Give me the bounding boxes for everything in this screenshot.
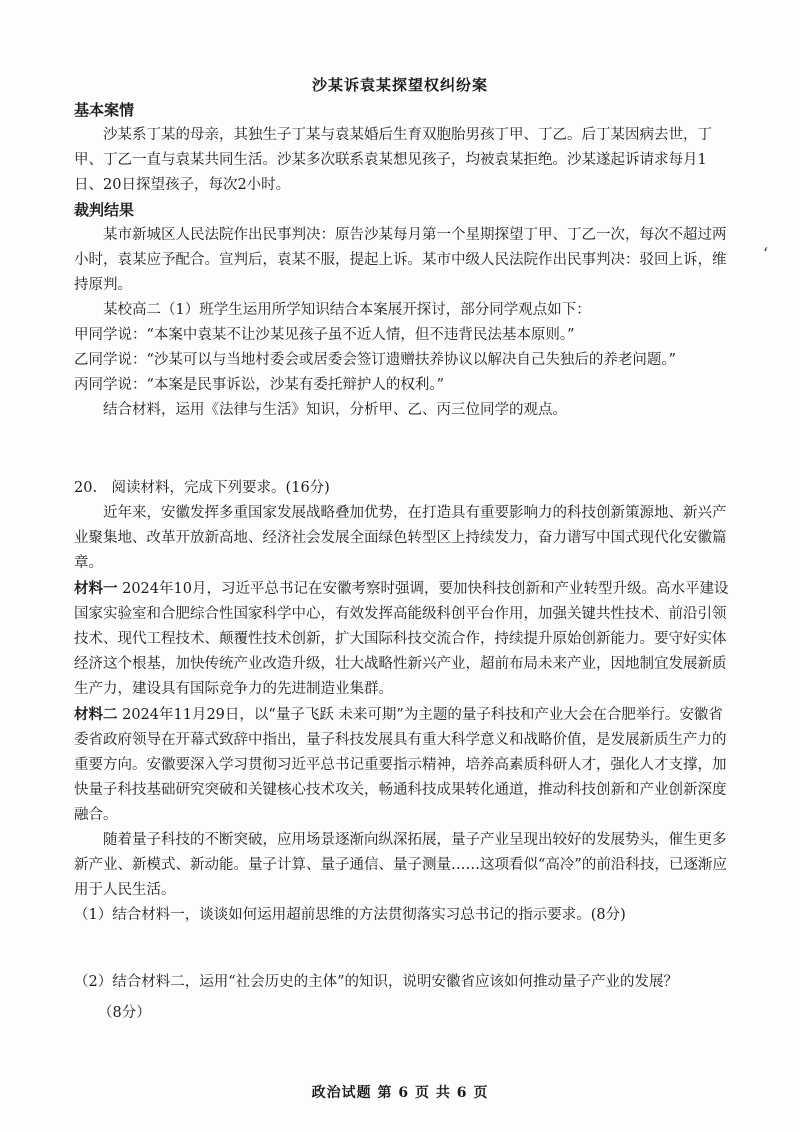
view-jia: 甲同学说：“本案中袁某不让沙某见孩子虽不近人情，但不违背民法基本原则。” [74, 327, 575, 343]
case-title: 沙某诉袁某探望权纠纷案 [311, 76, 488, 94]
material-2-label: 材料二 [74, 706, 118, 723]
case-section [74, 98, 734, 423]
judgment-heading: 裁判结果 [74, 201, 135, 219]
material-1-label: 材料一 [74, 580, 118, 597]
view-bing: 丙同学说：“本案是民事诉讼，沙某有委托辩护人的权利。” [74, 377, 445, 393]
material-2-text: 2024年11月29日，以“量子飞跃 未来可期”为主题的量子科技和产业大会在合肥举行。安徽省委省政府领导在开幕式致辞中指出，量子科技发展具有重大科学意义和战略价值，是发展新质生产力的重要方向。安徽要深入学习贯彻习近平总书记重要指示精神，培养高素质科研人才，强化人才支撑，加快量子科技基础研究突破和关键核心技术攻关，畅通科技成果转化通道，推动科技创新和产业创新深度融合。 [74, 707, 727, 823]
sub-question-2-score: （8分） [98, 1005, 151, 1021]
case-task: 结合材料，运用《法律与生活》知识，分析甲、乙、丙三位同学的观点。 [103, 402, 567, 418]
page-footer: 政治试题 第 6 页 共 6 页 [311, 1085, 489, 1101]
q20-heading: 20. 阅读材料，完成下列要求。(16分) [74, 480, 330, 496]
stray-pen-mark: ‘ [763, 244, 769, 263]
material-2 [74, 702, 734, 828]
question-20-part2 [74, 970, 734, 1026]
material-1 [74, 576, 734, 702]
basic-heading: 基本案情 [74, 101, 135, 119]
q20-intro: 近年来，安徽发挥多重国家发展战略叠加优势，在打造具有重要影响力的科技创新策源地、新兴产业聚集地、改革开放新高地、经济社会发展全面绿色转型区上持续发力，奋力谱写中国式现代化安徽篇章。 [74, 505, 727, 571]
material-2-para2: 随着量子科技的不断突破，应用场景逐渐向纵深拓展，量子产业呈现出较好的发展势头，催生更多新产业、新模式、新动能。量子计算、量子通信、量子测量……这项看似“高冷”的前沿科技，已逐渐应用于人民生活。 [74, 832, 727, 898]
sub-question-2: （2）结合材料二，运用“社会历史的主体”的知识，说明安徽省应该如何推动量子产业的发展？ [74, 974, 679, 990]
judgment-text: 某市新城区人民法院作出民事判决：原告沙某每月第一个星期探望丁甲、丁乙一次，每次不超过两小时，袁某应予配合。宣判后，袁某不服，提起上诉。某市中级人民法院作出民事判决：驳回上诉，维持原判。 [74, 227, 727, 293]
sub-question-1: （1）结合材料一，谈谈如何运用超前思维的方法贯彻落实习总书记的指示要求。(8分) [74, 907, 626, 923]
discussion-intro: 某校高二（1）班学生运用所学知识结合本案展开探讨，部分同学观点如下： [103, 302, 591, 318]
basic-text: 沙某系丁某的母亲，其独生子丁某与袁某婚后生育双胞胎男孩丁甲、丁乙。后丁某因病去世，丁甲、丁乙一直与袁某共同生活。沙某多次联系袁某想见孩子，均被袁某拒绝。沙某遂起诉请求每月1日、20日探望孩子，每次2小时。 [74, 127, 712, 193]
view-yi: 乙同学说：“沙某可以与当地村委会或居委会签订遗赠扶养协议以解决自己失独后的养老问题。” [74, 352, 677, 368]
question-20 [74, 476, 734, 928]
material-1-text: 2024年10月，习近平总书记在安徽考察时强调，要加快科技创新和产业转型升级。高水平建设国家实验室和合肥综合性国家科学中心，有效发挥高能级科创平台作用，加强关键共性技术、前沿引领技术、现代工程技术、颠覆性技术创新，扩大国际科技交流合作，持续提升原始创新能力。要守好实体经济这个根基，加快传统产业改造升级，壮大战略性新兴产业，超前布局未来产业，因地制宜发展新质生产力，建设具有国际竞争力的先进制造业集群。 [74, 581, 729, 697]
